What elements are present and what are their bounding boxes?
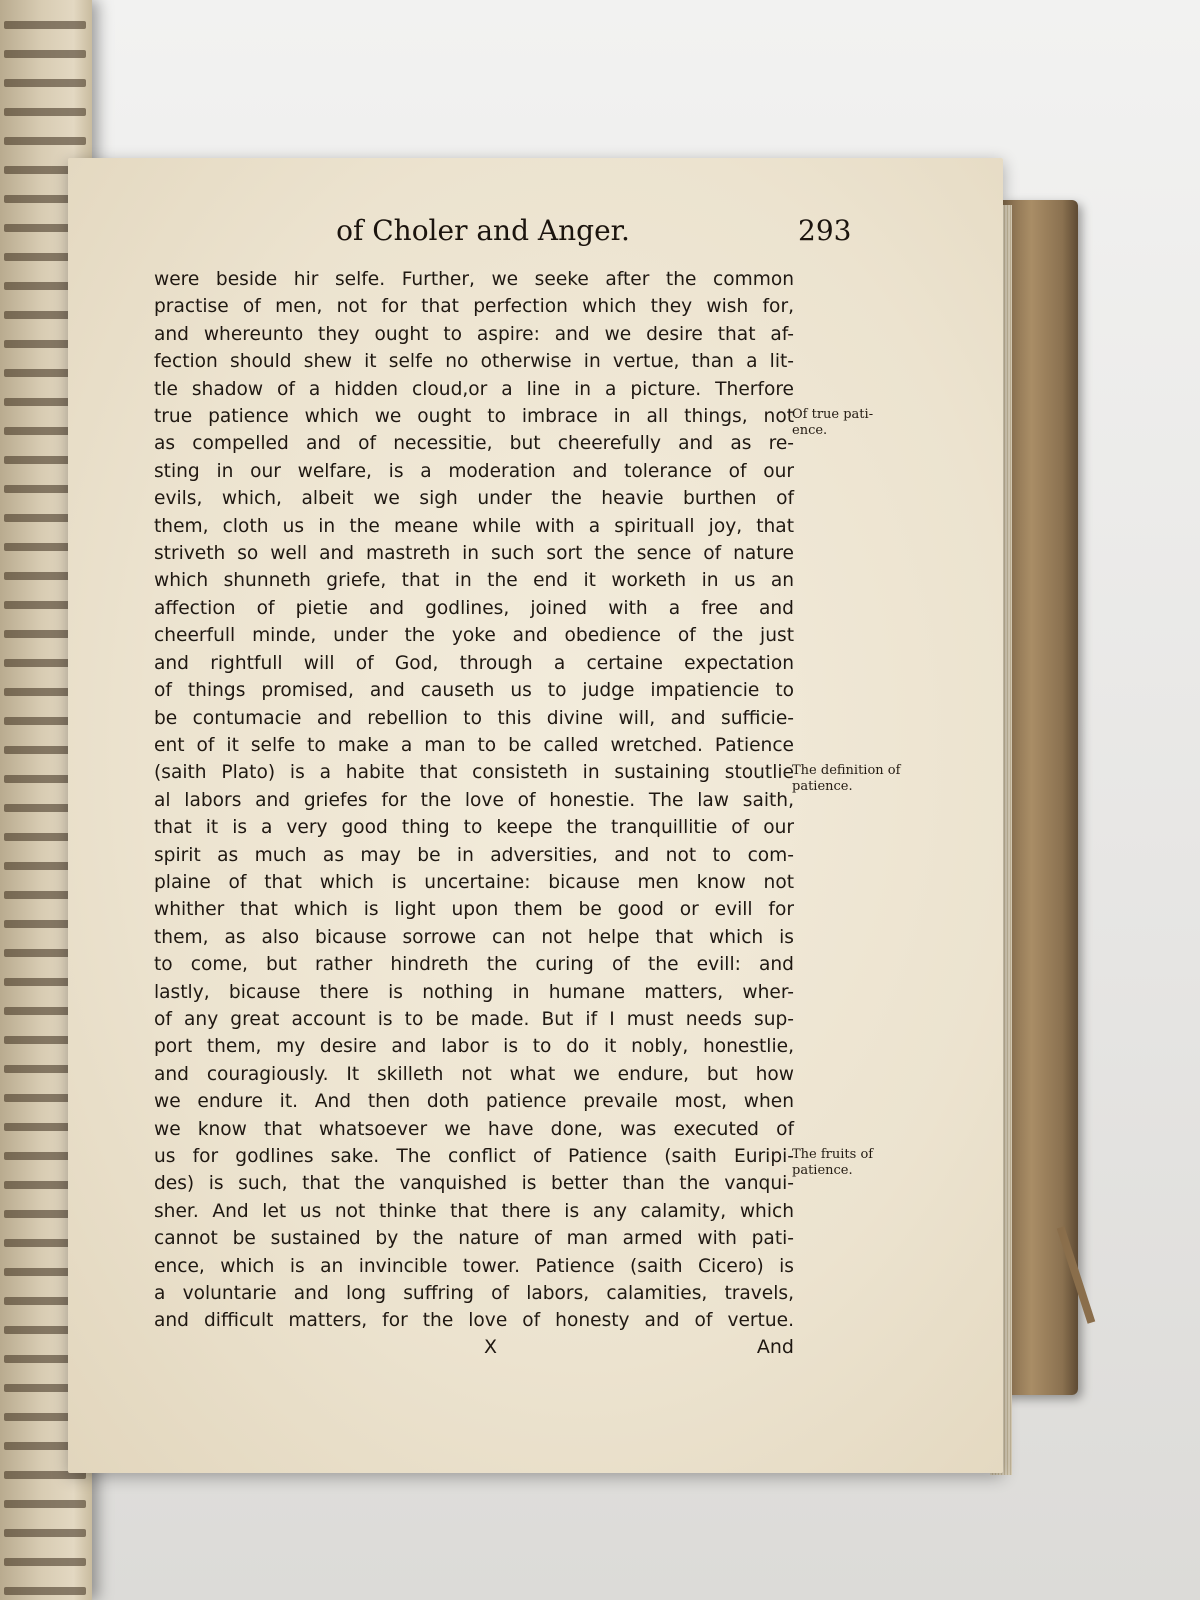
text-line: us for godlines sake. The conflict of Patience (saith Euripi- [154, 1146, 794, 1167]
text-line: plaine of that which is uncertaine: bicause men know not [154, 871, 794, 893]
text-line: to come, but rather hindreth the curing of the evill: and [154, 954, 794, 976]
page-number: 293 [798, 214, 852, 247]
text-line: evils, which, albeit we sigh under the heavie burthen of [154, 488, 794, 510]
text-line: affection of pietie and godlines, joined with a free and [154, 597, 794, 619]
text-line: fection should shew it selfe no otherwise in vertue, than a lit- [154, 351, 794, 373]
text-line: as compelled and of necessitie, but cheerefully and as re- [154, 433, 794, 455]
text-line: cannot be sustained by the nature of man armed with pati- [154, 1228, 794, 1250]
text-line: we know that whatsoever we have done, was executed of [154, 1118, 794, 1140]
text-line: and couragiously. It skilleth not what we endure, but how [154, 1063, 794, 1085]
text-line: which shunneth griefe, that in the end it worketh in us an [154, 570, 794, 592]
text-line: cheerfull minde, under the yoke and obedience of the just [154, 625, 794, 647]
text-line: striveth so well and mastreth in such sort the sence of nature [154, 543, 794, 565]
text-line: al labors and griefes for the love of honestie. The law saith, [154, 789, 794, 811]
body-text [154, 266, 794, 1335]
text-line: true patience which we ought to imbrace in all things, not [154, 406, 794, 428]
text-line: port them, my desire and labor is to do it nobly, honestlie, [154, 1036, 794, 1058]
margin-note: The fruits of patience. [792, 1146, 874, 1178]
text-line: and rightfull will of God, through a certaine expectation [154, 652, 794, 674]
text-line: des) is such, that the vanquished is better than the vanqui- [154, 1173, 794, 1195]
margin-note: Of true pati-ence. [792, 407, 874, 438]
text-line: sher. And let us not thinke that there is any calamity, which [154, 1200, 794, 1222]
text-line: were beside hir selfe. Further, we seeke after the common [154, 269, 794, 290]
text-line: and difficult matters, for the love of honesty and of vertue. [154, 1310, 794, 1332]
text-line: sting in our welfare, is a moderation and tolerance of our [154, 460, 794, 482]
text-line: spirit as much as may be in adversities, and not to com- [154, 844, 794, 866]
text-line: we endure it. And then doth patience prevaile most, when [154, 1091, 794, 1113]
running-head: of Choler and Anger. [336, 214, 630, 247]
text-line: a voluntarie and long suffring of labors, calamities, travels, [154, 1283, 794, 1305]
text-line: of things promised, and causeth us to judge impatiencie to [154, 680, 794, 702]
text-line: practise of men, not for that perfection which they wish for, [154, 296, 794, 318]
text-line: that it is a very good thing to keepe the tranquillitie of our [154, 817, 794, 839]
text-line: tle shadow of a hidden cloud,or a line in a picture. Therfore [154, 378, 794, 400]
text-line: (saith Plato) is a habite that consisteth in sustaining stoutlie [154, 762, 794, 784]
page-footer [154, 1336, 794, 1366]
text-line: and whereunto they ought to aspire: and we desire that af- [154, 323, 794, 345]
signature-mark: X [484, 1336, 498, 1358]
text-line: ent of it selfe to make a man to be called wretched. Patience [154, 734, 794, 756]
text-line: lastly, bicause there is nothing in humane matters, wher- [154, 981, 794, 1003]
book-page [68, 158, 1003, 1473]
text-line: be contumacie and rebellion to this divine will, and sufficie- [154, 707, 794, 729]
text-line: them, as also bicause sorrowe can not helpe that which is [154, 926, 794, 948]
text-line: of any great account is to be made. But if I must needs sup- [154, 1008, 794, 1030]
text-line: ence, which is an invincible tower. Patience (saith Cicero) is [154, 1255, 794, 1277]
text-line: whither that which is light upon them be good or evill for [154, 899, 794, 921]
catchword: And [756, 1336, 794, 1358]
margin-note: The definition of patience. [792, 763, 901, 795]
text-line: them, cloth us in the meane while with a spirituall joy, that [154, 515, 794, 537]
